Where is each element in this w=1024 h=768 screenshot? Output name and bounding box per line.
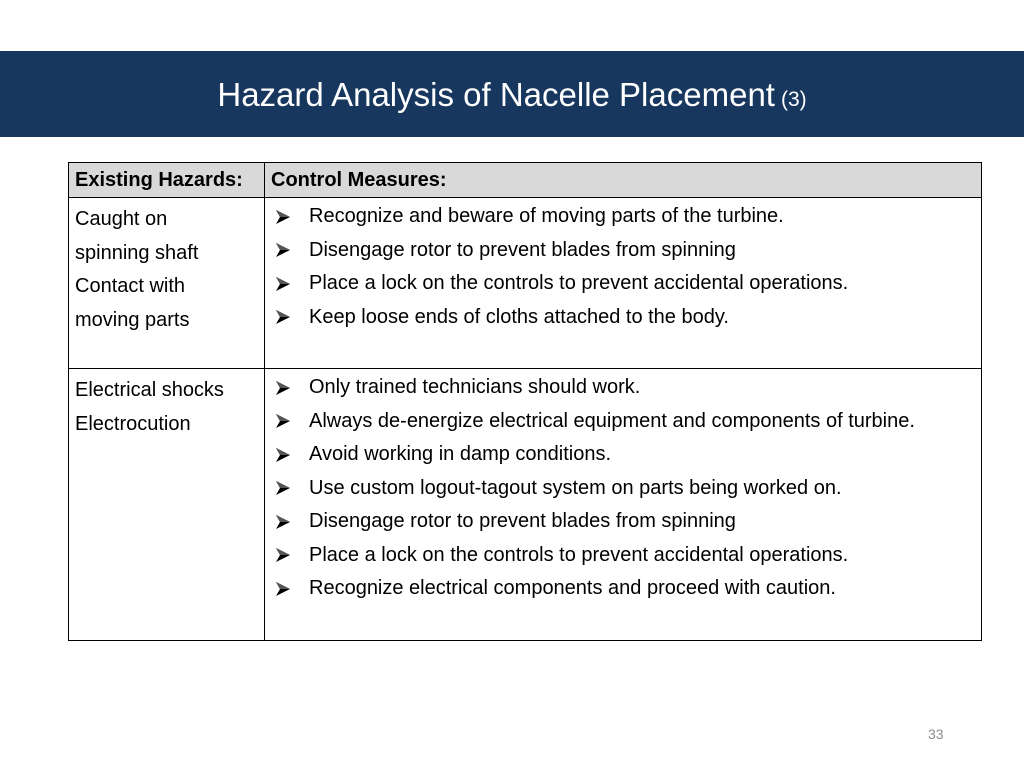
hazard-cell (69, 198, 265, 369)
hazard-table (68, 162, 982, 641)
list-item (271, 301, 975, 335)
hazard-line: moving parts (75, 308, 190, 331)
list-item (271, 472, 975, 506)
measures-list (271, 200, 975, 334)
hazard-line: Caught on (75, 208, 168, 230)
hazard-line: Electrocution (75, 412, 191, 435)
arrowhead-bullet-icon (275, 200, 295, 234)
arrowhead-bullet-icon (275, 267, 295, 301)
arrowhead-bullet-icon (275, 438, 295, 472)
arrowhead-bullet-icon (275, 472, 295, 506)
table-row (69, 198, 982, 369)
list-item (271, 371, 975, 405)
arrowhead-bullet-icon (275, 234, 295, 268)
hazard-cell (69, 369, 265, 641)
hazard-line: Contact with (75, 275, 186, 297)
list-item (271, 438, 975, 472)
measure-text: Keep loose ends of cloths attached to the body. (309, 305, 729, 328)
measure-text: Only trained technicians should work. (309, 376, 641, 398)
measure-text: Recognize electrical components and proceed with caution. (309, 577, 836, 599)
page-number: 33 (928, 726, 944, 742)
list-item (271, 267, 975, 301)
title-band (0, 51, 1024, 137)
measures-cell (265, 198, 982, 369)
arrowhead-bullet-icon (275, 572, 295, 606)
measure-text: Use custom logout-tagout system on parts being worked on. (309, 476, 842, 499)
measure-text: Always de-energize electrical equipment and components of turbine. (309, 409, 915, 432)
hazard-line: spinning shaft (75, 241, 199, 264)
measure-text: Disengage rotor to prevent blades from spinning (309, 510, 736, 532)
arrowhead-bullet-icon (275, 505, 295, 539)
slide-title (217, 75, 807, 113)
arrowhead-bullet-icon (275, 405, 295, 439)
hazard-line: Electrical shocks (75, 379, 224, 401)
table-row (69, 369, 982, 641)
slide-title-main: Hazard Analysis of Nacelle Placement (217, 75, 775, 113)
arrowhead-bullet-icon (275, 539, 295, 573)
arrowhead-bullet-icon (275, 371, 295, 405)
list-item (271, 200, 975, 234)
header-control-measures: Control Measures: (265, 163, 982, 198)
measures-cell (265, 369, 982, 641)
measure-text: Avoid working in damp conditions. (309, 443, 612, 465)
header-existing-hazards: Existing Hazards: (69, 163, 265, 198)
slide-title-suffix: (3) (780, 87, 807, 111)
measure-text: Disengage rotor to prevent blades from spinning (309, 238, 736, 261)
measure-text: Place a lock on the controls to prevent accidental operations. (309, 543, 849, 566)
table-header-row (69, 163, 982, 198)
list-item (271, 405, 975, 439)
measures-list (271, 371, 975, 606)
list-item (271, 572, 975, 606)
measure-text: Recognize and beware of moving parts of the turbine. (309, 205, 784, 227)
list-item (271, 505, 975, 539)
list-item (271, 234, 975, 268)
list-item (271, 539, 975, 573)
arrowhead-bullet-icon (275, 301, 295, 335)
measure-text: Place a lock on the controls to prevent accidental operations. (309, 272, 849, 294)
